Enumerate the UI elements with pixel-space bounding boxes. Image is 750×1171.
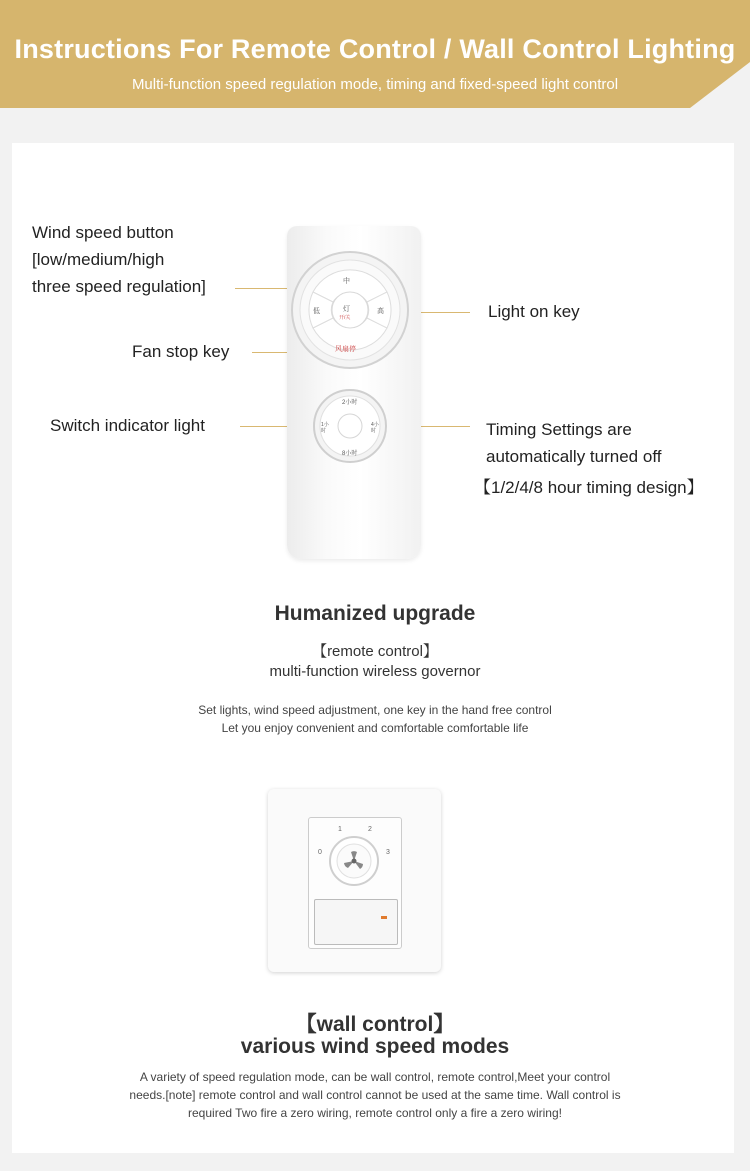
timing-line-2: automatically turned off: [486, 447, 662, 466]
wind-speed-line-1: Wind speed button: [32, 223, 174, 242]
wall-description: [0, 1068, 750, 1122]
remote-control: [287, 226, 421, 559]
btn-light-label: 灯: [343, 306, 350, 313]
header-banner: [0, 0, 750, 110]
wall-control: [268, 789, 441, 972]
btn-light-sub: 开/关: [339, 315, 351, 321]
remote-heading: Humanized upgrade: [274, 602, 476, 625]
dial-mark-2: 2: [368, 826, 372, 833]
btn-high-speed[interactable]: 高: [377, 308, 384, 315]
indicator-label: Switch indicator light: [50, 416, 205, 435]
timing-label: [474, 416, 704, 501]
wind-speed-line-2: [low/medium/high: [32, 250, 165, 269]
btn-timer-2h[interactable]: 2小时: [342, 400, 358, 406]
remote-subheading-1: 【remote control】: [312, 643, 438, 660]
dial-mark-3: 3: [386, 849, 390, 856]
btn-mid-speed[interactable]: 中: [343, 278, 350, 285]
wall-heading-1: 【wall control】: [295, 1013, 455, 1036]
dial-mark-1: 1: [338, 826, 342, 833]
timing-line-1: Timing Settings are: [486, 420, 632, 439]
page-title: Instructions For Remote Control / Wall Control Lighting: [14, 34, 736, 64]
btn-timer-8h[interactable]: 8小时: [342, 451, 358, 457]
wall-indicator-light: [381, 916, 387, 919]
btn-timer-4h[interactable]: 4小时: [371, 422, 379, 434]
wall-desc-line-3: required Two fire a zero wiring, remote control only a fire a zero wiring!: [188, 1106, 562, 1120]
remote-buttons-art: [287, 226, 421, 559]
wall-heading-2: various wind speed modes: [240, 1035, 510, 1058]
wall-desc-line-1: A variety of speed regulation mode, can be wall control, remote control,Meet your control: [139, 1070, 611, 1084]
dial-mark-0: 0: [318, 849, 322, 856]
timing-line-3: 【1/2/4/8 hour timing design】: [474, 478, 704, 497]
btn-fan-stop[interactable]: 风扇停: [335, 346, 356, 353]
wall-switch-button[interactable]: [314, 899, 398, 945]
remote-description: [0, 701, 750, 737]
btn-timer-1h[interactable]: 1小时: [321, 422, 329, 434]
remote-desc-line-2: Let you enjoy convenient and comfortable comfortable life: [221, 721, 529, 735]
light-on-label: Light on key: [488, 302, 580, 321]
wind-speed-label: [32, 219, 206, 300]
remote-desc-line-1: Set lights, wind speed adjustment, one key in the hand free control: [198, 703, 552, 717]
wind-speed-line-3: three speed regulation]: [32, 277, 206, 296]
wall-desc-line-2: needs.[note] remote control and wall control cannot be used at the same time. Wall control is: [129, 1088, 621, 1102]
remote-subheading-2: multi-function wireless governor: [269, 663, 481, 680]
btn-light[interactable]: [343, 304, 350, 314]
page-subtitle: Multi-function speed regulation mode, timing and fixed-speed light control: [131, 76, 619, 93]
fan-stop-label: Fan stop key: [132, 342, 230, 361]
btn-low-speed[interactable]: 低: [313, 308, 320, 315]
